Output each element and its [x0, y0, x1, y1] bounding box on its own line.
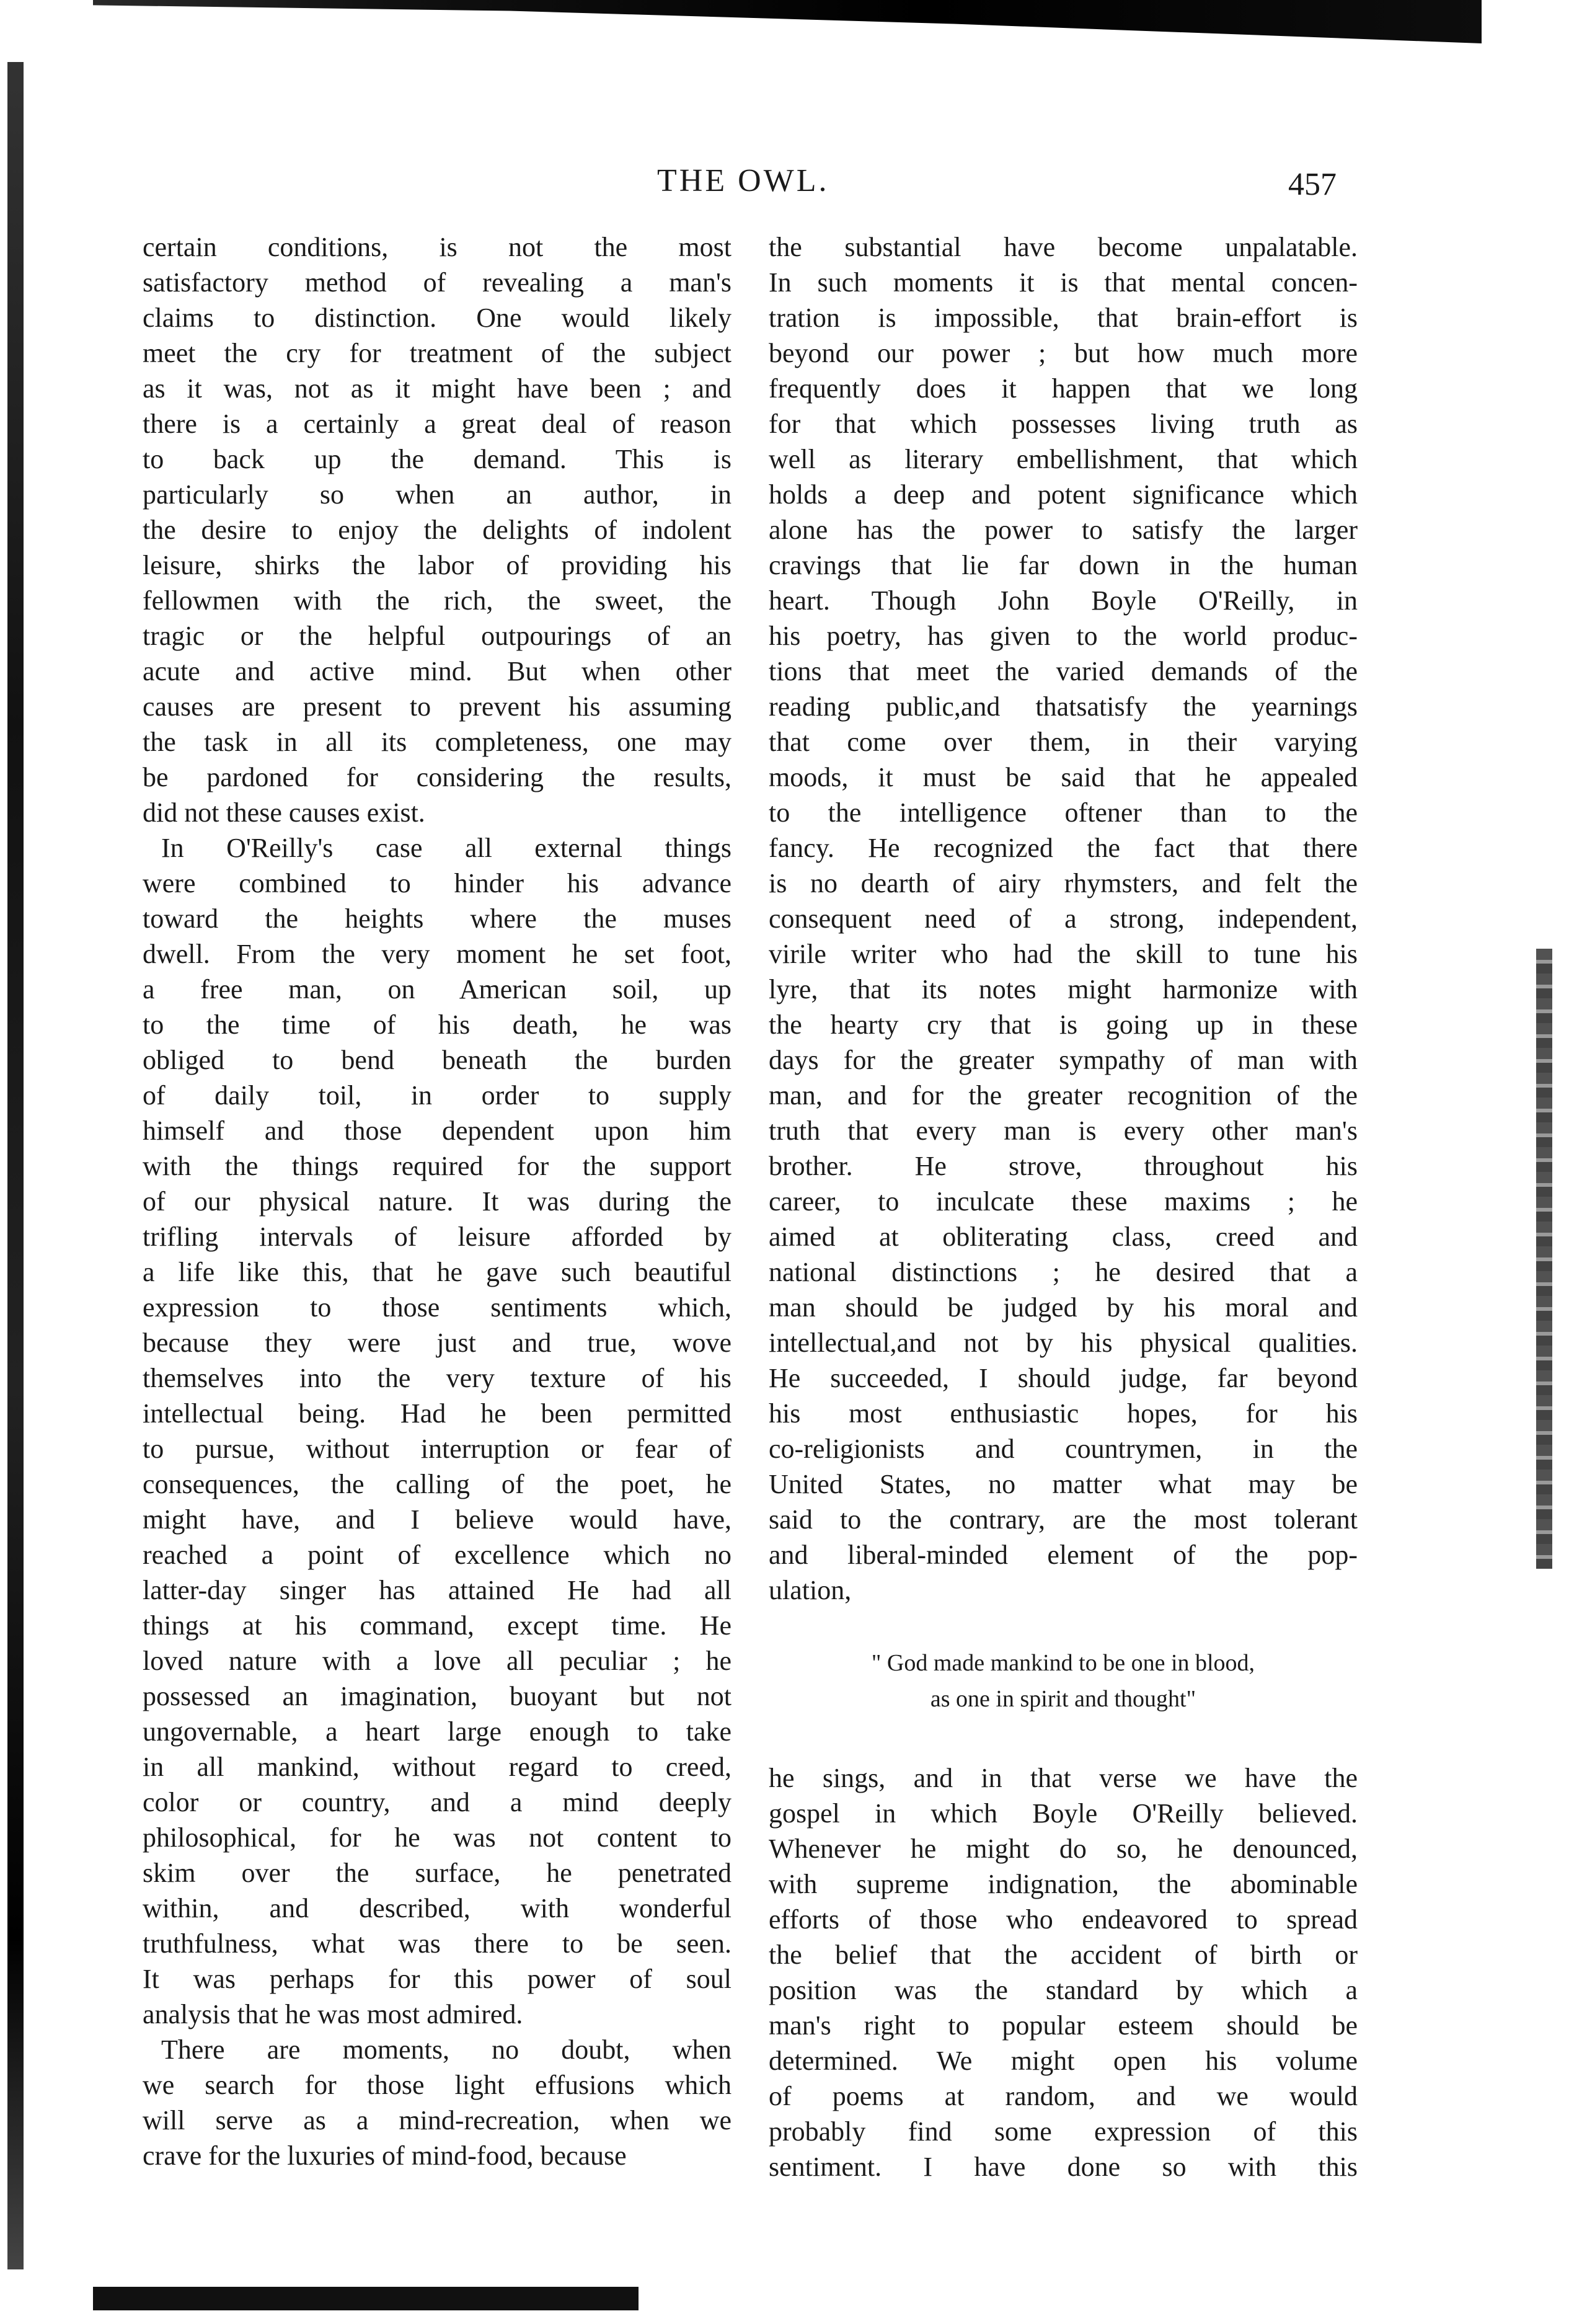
- text-line: to pursue, without interruption or fear of: [143, 1434, 731, 1464]
- text-line: beyond our power ; but how much more: [769, 338, 1358, 368]
- text-line: truthfulness, what was there to be seen.: [143, 1928, 731, 1959]
- text-line: his most enthusiastic hopes, for his: [769, 1398, 1358, 1429]
- verse-line: as one in spirit and thought": [930, 1686, 1196, 1712]
- text-line: himself and those dependent upon him: [143, 1115, 731, 1146]
- text-line: tragic or the helpful outpourings of an: [143, 621, 731, 651]
- text-line: cravings that lie far down in the human: [769, 550, 1358, 580]
- text-line: national distinctions ; he desired that a: [769, 1257, 1358, 1287]
- verse-line: " God made mankind to be one in blood,: [871, 1650, 1255, 1676]
- text-line: toward the heights where the muses: [143, 903, 731, 934]
- text-line: trifling intervals of leisure afforded by: [143, 1222, 731, 1252]
- text-line: probably find some expression of this: [769, 2116, 1358, 2147]
- text-line: He succeeded, I should judge, far beyond: [769, 1363, 1358, 1393]
- text-line: a free man, on American soil, up: [143, 974, 731, 1005]
- text-line: he sings, and in that verse we have the: [769, 1763, 1358, 1793]
- text-line: the desire to enjoy the delights of indolent: [143, 515, 731, 545]
- text-line: claims to distinction. One would likely: [143, 303, 731, 333]
- text-line: frequently does it happen that we long: [769, 373, 1358, 404]
- text-line: said to the contrary, are the most tolerant: [769, 1504, 1358, 1535]
- text-line: leisure, shirks the labor of providing his: [143, 550, 731, 580]
- text-line: days for the greater sympathy of man with: [769, 1045, 1358, 1075]
- scan-edge-top: [93, 0, 1482, 43]
- text-line: virile writer who had the skill to tune his: [769, 939, 1358, 969]
- text-line: did not these causes exist.: [143, 797, 425, 828]
- text-line: and liberal-minded element of the pop-: [769, 1540, 1358, 1570]
- text-line: expression to those sentiments which,: [143, 1292, 731, 1323]
- text-line: is no dearth of airy rhymsters, and felt the: [769, 868, 1358, 898]
- text-line: in all mankind, without regard to creed,: [143, 1752, 731, 1782]
- right-column: [769, 229, 1358, 2184]
- text-line: meet the cry for treatment of the subject: [143, 338, 731, 368]
- text-line: might have, and I believe would have,: [143, 1504, 731, 1535]
- right-column-top-text: [769, 229, 1358, 1608]
- right-column-bottom-text: [769, 1760, 1358, 2184]
- text-line: There are moments, no doubt, when: [161, 2034, 731, 2065]
- text-line: philosophical, for he was not content to: [143, 1822, 731, 1853]
- text-line: consequent need of a strong, independent,: [769, 903, 1358, 934]
- text-line: of poems at random, and we would: [769, 2081, 1358, 2111]
- text-line: the hearty cry that is going up in these: [769, 1009, 1358, 1040]
- text-line: there is a certainly a great deal of reason: [143, 409, 731, 439]
- scan-edge-bottom: [93, 2287, 639, 2310]
- text-line: with the things required for the support: [143, 1151, 731, 1181]
- text-line: color or country, and a mind deeply: [143, 1787, 731, 1817]
- verse-quotation: [769, 1608, 1358, 1760]
- text-line: a life like this, that he gave such beautiful: [143, 1257, 731, 1287]
- text-line: crave for the luxuries of mind-food, because: [143, 2140, 627, 2171]
- text-line: to back up the demand. This is: [143, 444, 731, 474]
- text-line: tration is impossible, that brain-effort is: [769, 303, 1358, 333]
- text-line: aimed at obliterating class, creed and: [769, 1222, 1358, 1252]
- text-line: his poetry, has given to the world produc-: [769, 621, 1358, 651]
- text-line: holds a deep and potent significance which: [769, 479, 1358, 510]
- text-line: brother. He strove, throughout his: [769, 1151, 1358, 1181]
- text-line: intellectual,and not by his physical qualities.: [769, 1328, 1358, 1358]
- text-line: fellowmen with the rich, the sweet, the: [143, 585, 731, 616]
- text-line: tions that meet the varied demands of the: [769, 656, 1358, 686]
- text-line: reading public,and thatsatisfy the yearnings: [769, 691, 1358, 722]
- text-line: determined. We might open his volume: [769, 2046, 1358, 2076]
- text-line: reached a point of excellence which no: [143, 1540, 731, 1570]
- text-line: skim over the surface, he penetrated: [143, 1858, 731, 1888]
- text-line: alone has the power to satisfy the larger: [769, 515, 1358, 545]
- text-line: moods, it must be said that he appealed: [769, 762, 1358, 792]
- text-line: that come over them, in their varying: [769, 727, 1358, 757]
- text-line: certain conditions, is not the most: [143, 232, 731, 262]
- text-line: co-religionists and countrymen, in the: [769, 1434, 1358, 1464]
- text-line: of our physical nature. It was during the: [143, 1186, 731, 1217]
- text-line: Whenever he might do so, he denounced,: [769, 1834, 1358, 1864]
- text-line: man should be judged by his moral and: [769, 1292, 1358, 1323]
- text-line: dwell. From the very moment he set foot,: [143, 939, 731, 969]
- text-line: particularly so when an author, in: [143, 479, 731, 510]
- text-line: In O'Reilly's case all external things: [161, 833, 731, 863]
- text-line: It was perhaps for this power of soul: [143, 1964, 731, 1994]
- text-line: heart. Though John Boyle O'Reilly, in: [769, 585, 1358, 616]
- text-line: to the time of his death, he was: [143, 1009, 731, 1040]
- text-line: to the intelligence oftener than to the: [769, 797, 1358, 828]
- text-line: analysis that he was most admired.: [143, 1999, 523, 2029]
- text-line: consequences, the calling of the poet, he: [143, 1469, 731, 1499]
- text-line: possessed an imagination, buoyant but not: [143, 1681, 731, 1711]
- left-column: [143, 229, 731, 2173]
- text-line: the task in all its completeness, one may: [143, 727, 731, 757]
- text-line: be pardoned for considering the results,: [143, 762, 731, 792]
- text-line: for that which possesses living truth as: [769, 409, 1358, 439]
- text-line: man, and for the greater recognition of the: [769, 1080, 1358, 1111]
- text-line: loved nature with a love all peculiar ; he: [143, 1646, 731, 1676]
- text-line: of daily toil, in order to supply: [143, 1080, 731, 1111]
- text-line: satisfactory method of revealing a man's: [143, 267, 731, 298]
- text-line: the belief that the accident of birth or: [769, 1940, 1358, 1970]
- text-line: ungovernable, a heart large enough to take: [143, 1716, 731, 1747]
- text-line: as it was, not as it might have been ; and: [143, 373, 731, 404]
- text-line: well as literary embellishment, that which: [769, 444, 1358, 474]
- text-line: sentiment. I have done so with this: [769, 2152, 1358, 2182]
- text-line: with supreme indignation, the abominable: [769, 1869, 1358, 1899]
- text-line: things at his command, except time. He: [143, 1610, 731, 1641]
- scan-edge-left: [7, 62, 24, 2269]
- text-line: truth that every man is every other man's: [769, 1115, 1358, 1146]
- text-line: position was the standard by which a: [769, 1975, 1358, 2005]
- page-number: 457: [1288, 167, 1337, 202]
- text-line: will serve as a mind-recreation, when we: [143, 2105, 731, 2136]
- text-line: the substantial have become unpalatable.: [769, 232, 1358, 262]
- text-line: intellectual being. Had he been permitted: [143, 1398, 731, 1429]
- text-line: lyre, that its notes might harmonize with: [769, 974, 1358, 1005]
- text-line: acute and active mind. But when other: [143, 656, 731, 686]
- text-line: themselves into the very texture of his: [143, 1363, 731, 1393]
- text-line: gospel in which Boyle O'Reilly believed.: [769, 1798, 1358, 1829]
- text-line: obliged to bend beneath the burden: [143, 1045, 731, 1075]
- text-line: we search for those light effusions which: [143, 2070, 731, 2100]
- text-line: ulation,: [769, 1575, 852, 1605]
- text-line: fancy. He recognized the fact that there: [769, 833, 1358, 863]
- text-line: man's right to popular esteem should be: [769, 2010, 1358, 2041]
- text-line: latter-day singer has attained He had all: [143, 1575, 731, 1605]
- text-line: efforts of those who endeavored to spread: [769, 1904, 1358, 1935]
- text-line: because they were just and true, wove: [143, 1328, 731, 1358]
- text-line: United States, no matter what may be: [769, 1469, 1358, 1499]
- text-line: career, to inculcate these maxims ; he: [769, 1186, 1358, 1217]
- text-line: were combined to hinder his advance: [143, 868, 731, 898]
- text-line: within, and described, with wonderful: [143, 1893, 731, 1923]
- scan-edge-right: [1536, 949, 1552, 1569]
- text-line: causes are present to prevent his assuming: [143, 691, 731, 722]
- text-line: In such moments it is that mental concen-: [769, 267, 1358, 298]
- running-head-title: THE OWL.: [657, 163, 829, 198]
